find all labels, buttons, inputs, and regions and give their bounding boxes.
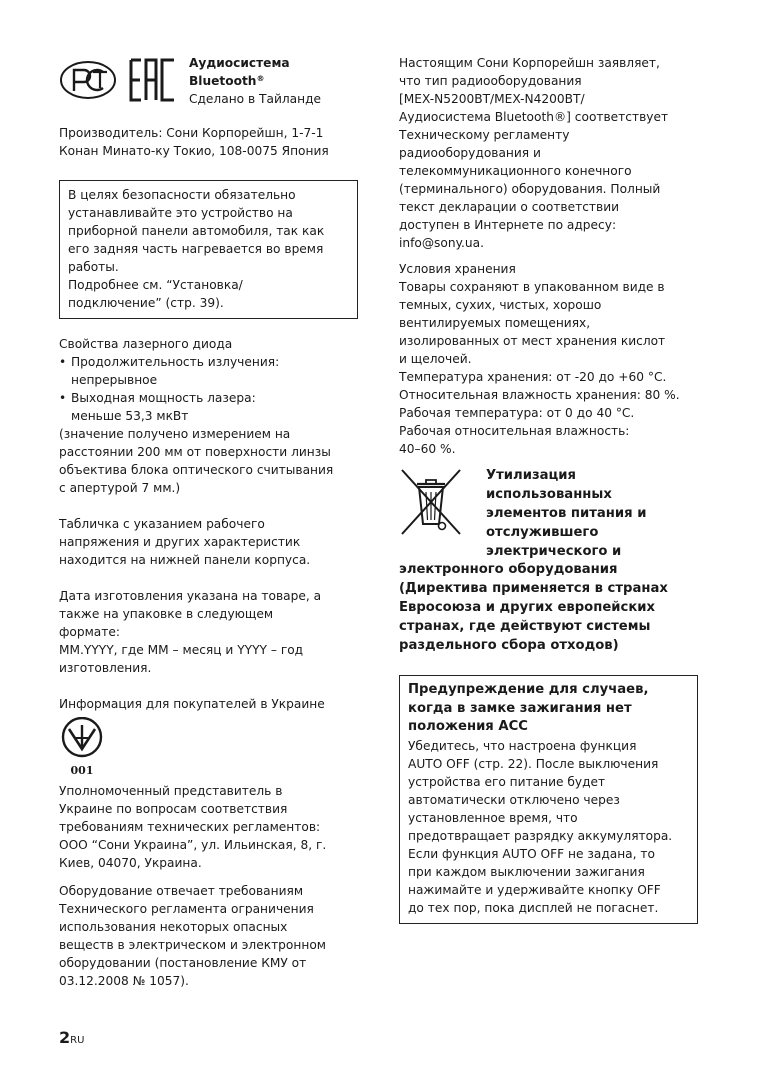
left-column [59, 54, 359, 990]
eac-certification-logo [129, 57, 177, 103]
manufacture-date-text: Дата изготовления указана на товаре, а также на упаковке в следующем формате: MM.YYYY, где MM – месяц и YYYY – год изготовления. [59, 589, 322, 675]
ukraine-representative: Уполномоченный представитель в Украине по вопросам соответствия требованиям технических регламентов: ООО “Сони Украина”, ул. Ильинская, 8, г. Киев, 04070, Украина. [59, 784, 327, 870]
storage-conditions: Условия хранения Товары сохраняют в упакованном виде в темных, сухих, чистых, хорошо вентилируемых помещениях, изолированных от мест хранения кислот и щелочей. Температура хранения: от -20 до +60 °C. Относительная влажность хранения: 80 %. Рабочая температура: от 0 до 40 °C. Рабочая относительная влажность: 40–60 %. [399, 262, 680, 456]
crossed-bin-icon [399, 466, 463, 538]
certification-header [59, 54, 359, 110]
right-column [399, 54, 699, 924]
svg-text:001: 001 [70, 764, 94, 777]
bluetooth-label: Bluetooth® [189, 74, 265, 88]
acc-warning-body: Убедитесь, что настроена функция AUTO OFF (стр. 22). После выключения устройства его питание будет автоматически отключено через установленное время, что предотвращает разрядку аккумулятора. Если функция AUTO OFF не задана, то при каждом выключении зажигания нажимайте и удерживайте кнопку OFF до тех пор, пока дисплей не погаснет. [408, 738, 673, 915]
product-title: Аудиосистема [189, 56, 290, 70]
laser-bullet-power: • Выходная мощность лазера: меньше 53,3 мкВт [59, 391, 256, 423]
page-number: 2RU [59, 1028, 85, 1047]
laser-bullet-duration: • Продолжительность излучения: непрерывное [59, 355, 280, 387]
disposal-section [399, 466, 699, 559]
declaration-text: Настоящим Сони Корпорейшн заявляет, что тип радиооборудования [MEX-N5200BT/MEX-N4200BT/ Аудиосистема Bluetooth®] соответствует Техническому регламенту радиооборудования и телекоммуникационного конечного (терминального) оборудования. Полный текст декларации о соответствии доступен в Интернете по адресу: info@sony.ua. [399, 56, 669, 250]
safety-box: В целях безопасности обязательно устанавливайте это устройство на приборной панели автомобиля, так как его задняя часть нагревается во время работы. Подробнее см. “Установка/ подключение” (стр. 39). [59, 180, 358, 319]
label-plate-text: Табличка с указанием рабочего напряжения и других характеристик находится на нижней панели корпуса. [59, 517, 311, 567]
disposal-heading-cont: электронного оборудования (Директива применяется в странах Евросоюза и других европейских странах, где действуют системы раздельного сбора отходов) [399, 562, 668, 653]
ukraine-compliance: Оборудование отвечает требованиям Технического регламента ограничения использования некоторых опасных веществ в электрическом и электронном оборудовании (постановление КМУ от 03.12.2008 № 1057). [59, 884, 326, 988]
made-in-text: Сделано в Тайланде [189, 92, 322, 106]
acc-warning-box [399, 675, 698, 924]
laser-properties: Свойства лазерного диода • Продолжительность излучения: непрерывное • Выходная мощность лазера: меньше 53,3 мкВт (значение получено измерением на расстоянии 200 мм от поверхности линзы объектива блока оптического считывания с апертурой 7 мм.) [59, 335, 359, 497]
pct-certification-logo [59, 60, 117, 100]
ukraine-title: Информация для покупателей в Украине [59, 697, 325, 711]
acc-warning-title: Предупреждение для случаев, когда в замке зажигания нет положения ACC [408, 682, 649, 734]
laser-title: Свойства лазерного диода [59, 337, 233, 351]
header-text [189, 54, 321, 108]
disposal-heading: Утилизация использованных элементов питания и отслужившего электрического и [486, 468, 647, 559]
ukraine-conformity-mark [59, 717, 105, 777]
ukraine-info [59, 695, 359, 990]
manufacturer-text: Производитель: Сони Корпорейшн, 1-7-1 Конан Минато-ку Токио, 108-0075 Япония [59, 126, 329, 158]
